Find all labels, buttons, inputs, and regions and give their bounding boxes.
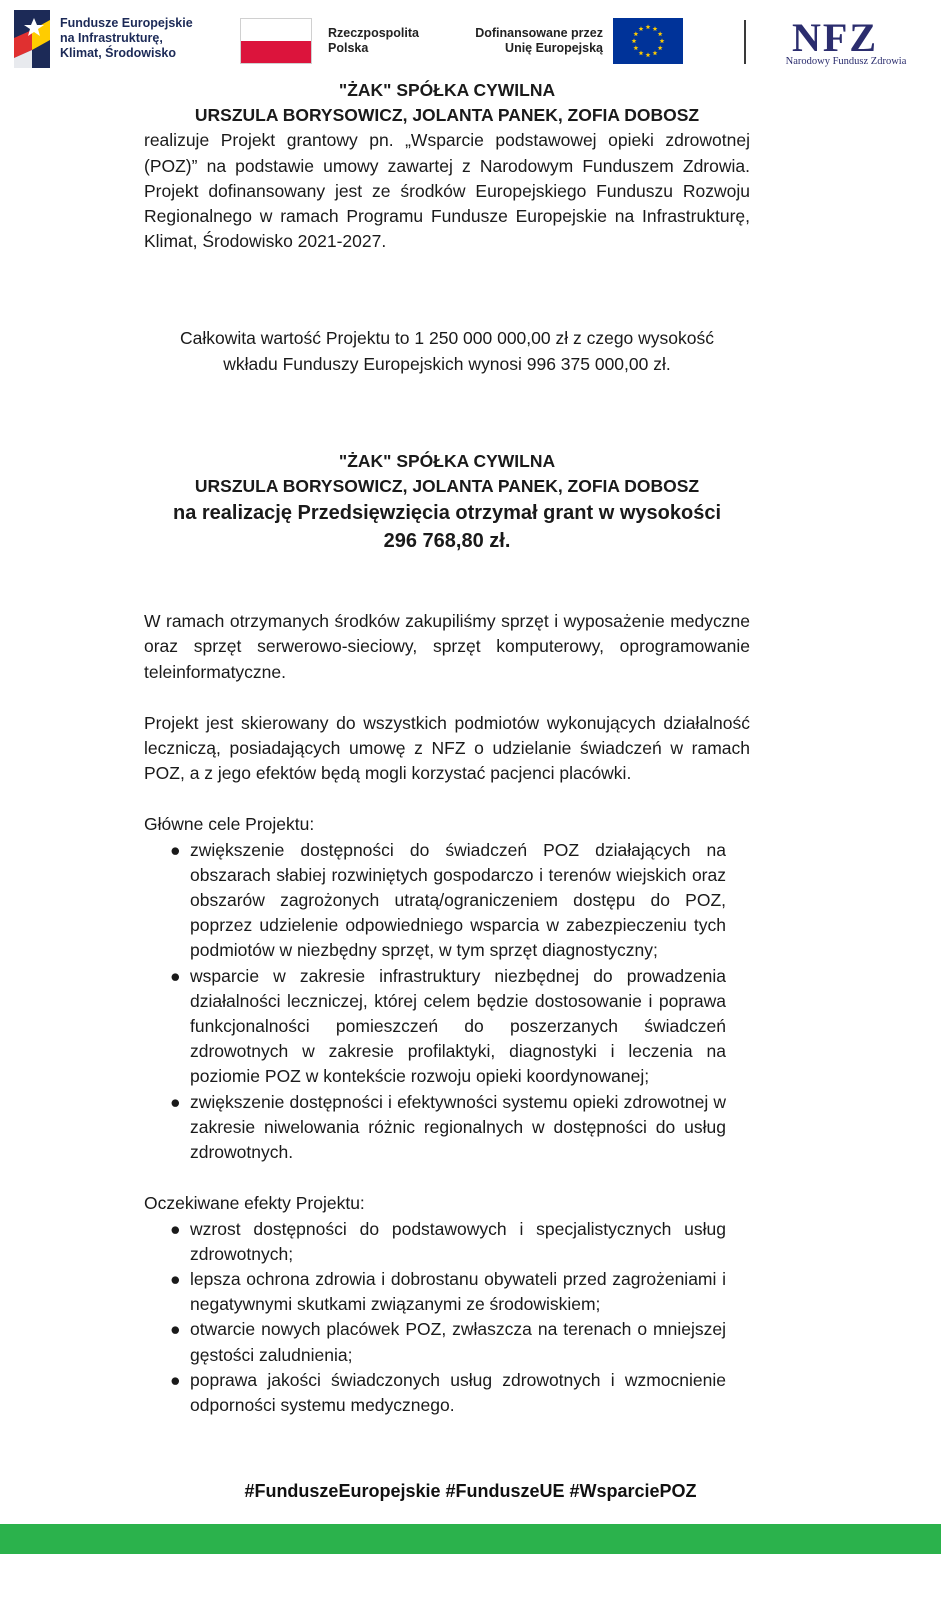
bullet-icon: ●	[170, 1091, 181, 1112]
bullet-icon: ●	[170, 1268, 181, 1289]
org-name: "ŻAK" SPÓŁKA CYWILNA	[338, 80, 556, 100]
effects-heading: Oczekiwane efekty Projektu:	[144, 1193, 365, 1214]
eu-cofinanced-label	[455, 26, 603, 56]
pl-label-line: Polska	[328, 41, 369, 55]
bullet-icon: ●	[170, 965, 181, 986]
fe-label-line: na Infrastrukturę,	[60, 31, 163, 45]
logo-strip	[0, 0, 941, 78]
goals-list	[144, 838, 750, 1166]
effects-list	[144, 1217, 750, 1419]
hashtags: #FunduszeEuropejskie #FunduszeUE #WsparciePOZ	[244, 1481, 697, 1501]
list-item-text: wsparcie w zakresie infrastruktury niezbędnej do prowadzenia działalności leczniczej, której celem będzie dostosowanie i poprawa funkcjonalności pomieszczeń do poszerzanych świadczeń zdrowotnych w zakresie profilaktyki, diagnostyki i leczenia na poziomie POZ w kontekście rozwoju opieki koordynowanej;	[190, 965, 726, 1087]
bullet-icon: ●	[170, 1319, 181, 1340]
bullet-icon: ●	[170, 1369, 181, 1390]
nfz-logo-subtitle: Narodowy Fundusz Zdrowia	[785, 56, 907, 67]
fundusze-europejskie-logo-icon	[14, 10, 50, 68]
list-item	[144, 1217, 750, 1267]
logo-divider	[744, 20, 746, 64]
intro-paragraph: realizuje Projekt grantowy pn. „Wsparcie podstawowej opieki zdrowotnej (POZ)” na podstawie umowy zawartej z Narodowym Funduszem Zdrowia. Projekt dofinansowany jest ze środków Europejskiego Funduszu Rozwoju Regionalnego w ramach Programu Fundusze Europejskie na Infrastrukturę, Klimat, Środowisko 2021-2027.	[144, 130, 750, 252]
rzeczpospolita-label	[328, 26, 419, 56]
nfz-logo-letters: NFZ	[792, 15, 878, 60]
total-value-paragraph: Całkowita wartość Projektu to 1 250 000 000,00 zł z czego wysokość wkładu Funduszy Europejskich wynosi 996 375 000,00 zł.	[179, 328, 715, 374]
list-item-text: zwiększenie dostępności i efektywności systemu opieki zdrowotnej w zakresie niwelowania różnic regionalnych w dostępności do usług zdrowotnych.	[190, 1091, 726, 1163]
purchases-paragraph: W ramach otrzymanych środków zakupiliśmy sprzęt i wyposażenie medyczne oraz sprzęt serwerowo-sieciowy, sprzęt komputerowy, oprogramowanie teleinformatyczne.	[144, 611, 750, 682]
list-item-text: wzrost dostępności do podstawowych i specjalistycznych usług zdrowotnych;	[190, 1218, 726, 1264]
eu-label-line: Dofinansowane przez	[475, 26, 603, 40]
org-owners: URSZULA BORYSOWICZ, JOLANTA PANEK, ZOFIA DOBOSZ	[194, 105, 700, 126]
list-item-text: zwiększenie dostępności do świadczeń POZ działających na obszarach słabiej rozwiniętych gospodarczo i terenów wiejskich oraz obszarów zagrożonych utratą/ograniczeniem dostępu do POZ, poprzez udzielenie odpowiedniego wsparcia w zabezpieczeniu tych podmiotów w niezbędny sprzęt, w tym sprzęt diagnostyczny;	[190, 839, 726, 961]
fe-label-line: Klimat, Środowisko	[60, 46, 176, 60]
grant-owners: URSZULA BORYSOWICZ, JOLANTA PANEK, ZOFIA DOBOSZ	[194, 476, 700, 497]
list-item	[144, 1090, 750, 1166]
bullet-icon: ●	[170, 1218, 181, 1239]
list-item-text: otwarcie nowych placówek POZ, zwłaszcza na terenach o mniejszej gęstości zaludnienia;	[190, 1319, 726, 1365]
footer-bar	[0, 1524, 941, 1554]
announcement-body	[144, 78, 750, 1418]
pl-label-line: Rzeczpospolita	[328, 26, 419, 40]
goals-heading: Główne cele Projektu:	[144, 814, 315, 835]
grant-statement: na realizację Przedsięwzięcia otrzymał grant w wysokości	[172, 502, 722, 525]
list-item-text: poprawa jakości świadczonych usług zdrowotnych i wzmocnienie odporności systemu medycznego.	[190, 1369, 726, 1415]
polish-flag-icon	[240, 18, 312, 64]
list-item	[144, 1368, 750, 1418]
list-item	[144, 1267, 750, 1317]
eu-label-line: Unię Europejską	[505, 41, 603, 55]
target-paragraph: Projekt jest skierowany do wszystkich podmiotów wykonujących działalność leczniczą, posiadających umowę z NFZ o udzielanie świadczeń w ramach POZ, a z jego efektów będą mogli korzystać pacjenci placówki.	[144, 712, 750, 784]
grant-org-name: "ŻAK" SPÓŁKA CYWILNA	[338, 450, 556, 471]
fe-label-line: Fundusze Europejskie	[60, 16, 193, 30]
grant-amount: 296 768,80 zł.	[383, 530, 511, 553]
list-item	[144, 1317, 750, 1367]
eu-flag-icon	[613, 18, 683, 64]
list-item	[144, 964, 750, 1090]
bullet-icon: ●	[170, 839, 181, 860]
nfz-logo	[776, 14, 916, 70]
list-item-text: lepsza ochrona zdrowia i dobrostanu obywateli przed zagrożeniami i negatywnymi skutkami związanymi ze środowiskiem;	[190, 1268, 726, 1315]
fundusze-europejskie-label	[60, 16, 193, 61]
list-item	[144, 838, 750, 964]
